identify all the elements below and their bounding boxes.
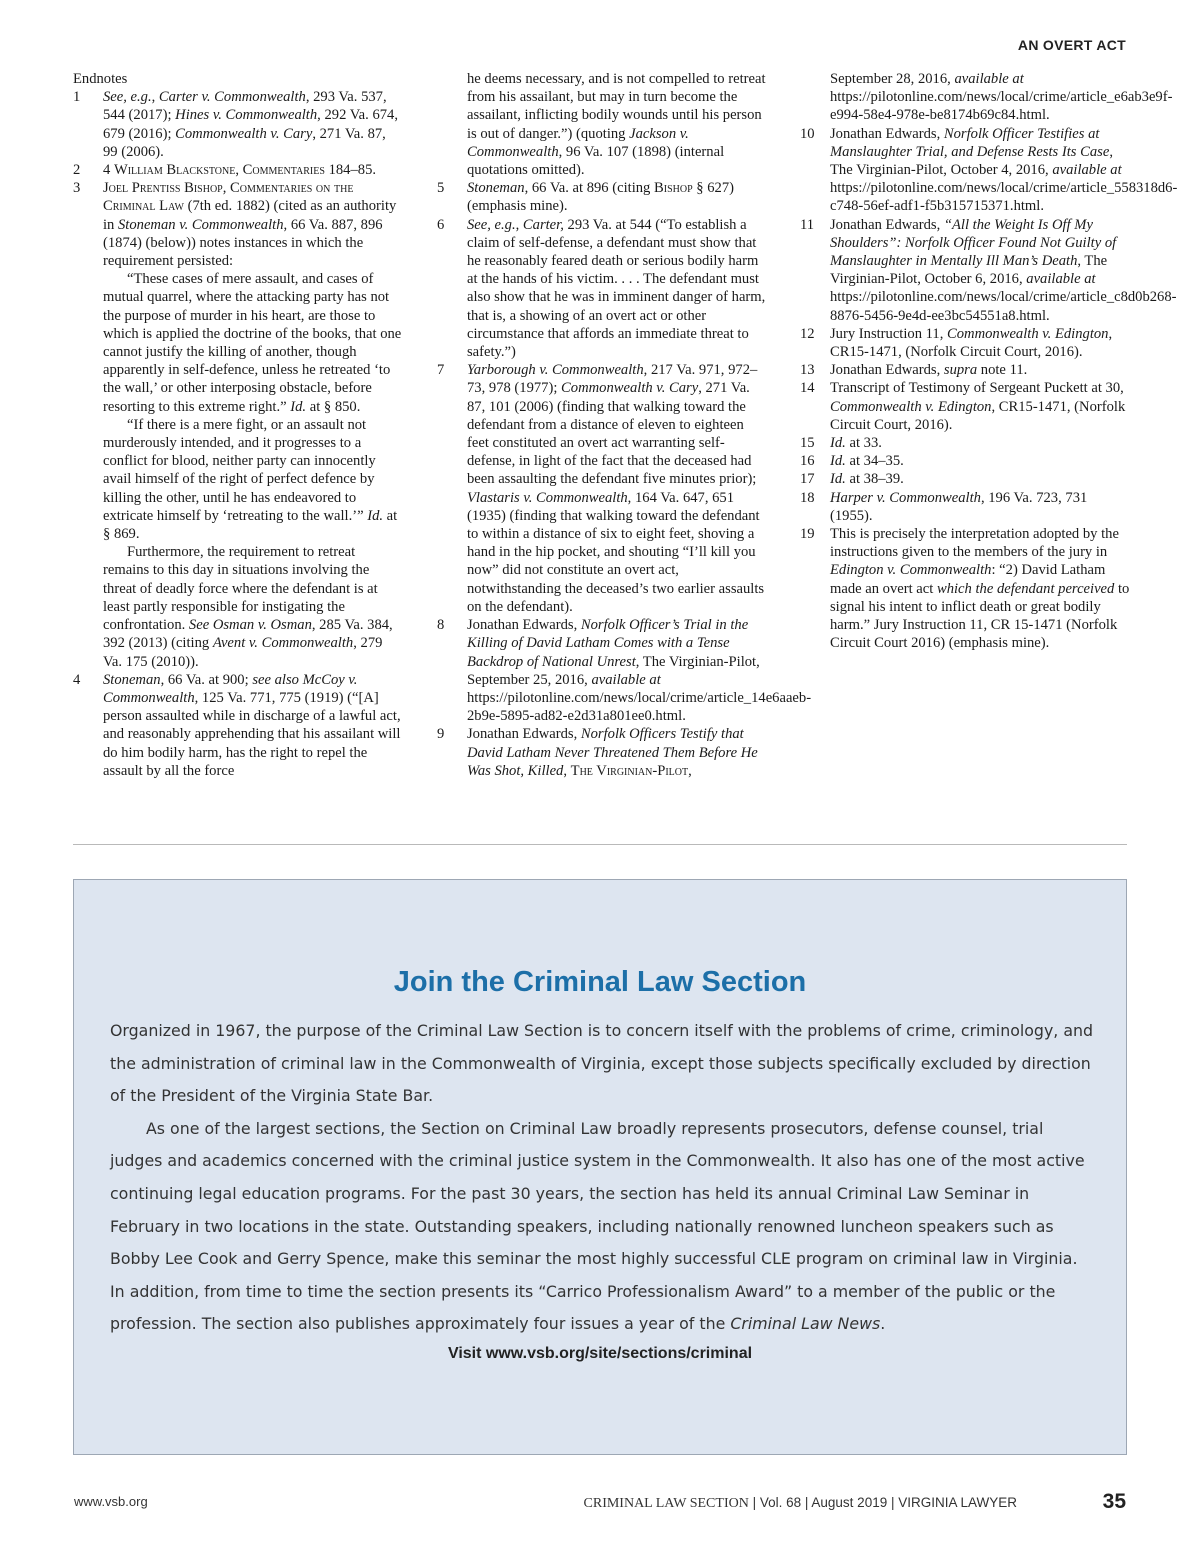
endnote-10	[800, 125, 1178, 216]
endnote-4	[73, 671, 403, 780]
endnote-number: 14	[800, 380, 815, 397]
endnote-14	[800, 379, 1130, 434]
endnote-11	[800, 216, 1177, 325]
endnote-number: 7	[437, 362, 445, 379]
endnote-17	[800, 470, 1130, 488]
endnote-number: 5	[437, 180, 445, 197]
footer-publication	[584, 1495, 1017, 1512]
ad-link[interactable]: Visit www.vsb.org/site/sections/criminal	[447, 1345, 753, 1362]
endnote-text: Jonathan Edwards, Norfolk Officer’s Trial in the Killing of David Latham Comes with a Tense Backdrop of National Unrest, The Virginian-Pilot, September 25, 2016, available at https://pilotonline.com/news/local/crime/article_14e6aaeb-2b9e-5895-ad82-e2d31a801ee0.html.	[467, 617, 812, 725]
running-head: AN OVERT ACT	[1017, 37, 1126, 53]
criminal-law-section-ad	[73, 879, 1127, 1455]
endnote-text: See, e.g., Carter, 293 Va. at 544 (“To establish a claim of self-defense, a defendant must show that he reasonably feared death or serious bodily harm at the hands of his victim. . . . The defendant must also show that he was in imminent danger of harm, that is, a showing of an overt act or other circumstance that affords an immediate threat to safety.”)	[467, 216, 766, 361]
endnotes-column-1	[73, 70, 403, 780]
endnote-number: 2	[73, 162, 81, 179]
endnote-text: This is precisely the interpretation adopted by the instructions given to the members of the jury in Edington v. Commonwealth: “2) David Latham made an overt act which the defendant perceived to signal his intent to inflict death or great bodily harm.” Jury Instruction 11, CR 15-1471 (Norfolk Circuit Court 2016) (emphasis mine).	[830, 526, 1130, 652]
endnote-number: 9	[437, 726, 445, 743]
endnote-quote-paragraph: Furthermore, the requirement to retreat remains to this day in situations involving the threat of deadly force where the defendant is at least partly responsible for instigating the confrontation. See Osman v. Osman, 285 Va. 384, 392 (2013) (citing Avent v. Commonwealth, 279 Va. 175 (2010)).	[103, 544, 393, 670]
endnote-continuation: he deems necessary, and is not compelled to retreat from his assailant, but may in turn become the assailant, inflicting bodily wounds until his person is out of danger.”) (quoting Jackson v. Commonwealth, 96 Va. 107 (1898) (internal quotations omitted).	[467, 71, 766, 179]
endnote-number: 16	[800, 453, 815, 470]
endnote-text: Yarborough v. Commonwealth, 217 Va. 971, 972–73, 978 (1977); Commonwealth v. Cary, 271 Va. 87, 101 (2006) (finding that walking toward the defendant from a distance of eleven to eighteen feet constituted an overt act warranting self-defense, in light of the fact that the deceased had been assaulting the defendant five minutes prior); Vlastaris v. Commonwealth, 164 Va. 647, 651 (1935) (finding that walking toward the defendant to within a distance of six to eight feet, shoving a hand in the hip pocket, and shouting “I’ll kill you now” did not constitute an overt act, notwithstanding the deceased’s two earlier assaults on the defendant).	[467, 362, 765, 615]
endnote-number: 17	[800, 471, 815, 488]
endnote-text: Id. at 34–35.	[830, 453, 904, 470]
endnote-2	[73, 161, 403, 179]
endnote-8	[437, 616, 812, 725]
endnote-number: 6	[437, 216, 445, 233]
endnote-text: Joel Prentiss Bishop, Commentaries on the Criminal Law (7th ed. 1882) (cited as an authority in Stoneman v. Commonwealth, 66 Va. 887, 896 (1874) (below)) notes instances in which the requirement persisted:	[103, 180, 397, 270]
ad-body	[110, 1015, 1096, 1341]
endnote-13	[800, 361, 1130, 379]
endnotes-heading: Endnotes	[73, 71, 128, 87]
ad-title: Join the Criminal Law Section	[393, 966, 807, 998]
footer-issue: | Vol. 68 | August 2019 | VIRGINIA LAWYER	[748, 1495, 1017, 1510]
endnote-3	[73, 179, 403, 270]
endnote-text: Id. at 38–39.	[830, 471, 904, 488]
endnote-text: Transcript of Testimony of Sergeant Puckett at 30, Commonwealth v. Edington, CR15-1471, (Norfolk Circuit Court, 2016).	[830, 380, 1126, 433]
endnote-number: 11	[800, 216, 815, 233]
section-divider	[73, 844, 1127, 845]
endnote-number: 10	[800, 125, 815, 142]
endnote-text: Jonathan Edwards, “All the Weight Is Off My Shoulders”: Norfolk Officer Found Not Guilty of Manslaughter in Mentally Ill Man’s Death, The Virginian-Pilot, October 6, 2016, available at https://pilotonline.com/news/local/crime/article_c8d0b268-8876-5456-9e4d-ee3bc54551a8.html.	[830, 216, 1177, 324]
endnote-number: 19	[800, 526, 815, 543]
endnotes-column-3	[800, 70, 1178, 653]
endnote-text: Jonathan Edwards, Norfolk Officer Testifies at Manslaughter Trial, and Defense Rests Its Case, The Virginian-Pilot, October 4, 2016, available at https://pilotonline.com/news/local/crime/article_558318d6-c748-56ef-adf1-f5b315715371.html.	[830, 125, 1178, 215]
ad-paragraph-2: As one of the largest sections, the Section on Criminal Law broadly represents prosecutors, defense counsel, trial judges and academics concerned with the criminal justice system in the Commonwealth. It also has one of the most active continuing legal education programs. For the past 30 years, the section has held its annual Criminal Law Seminar in February in two locations in the state. Outstanding speakers, including nationally renowned luncheon speakers such as Bobby Lee Cook and Gerry Spence, make this seminar the most highly successful CLE program on criminal law in Virginia. In addition, from time to time the section presents its “Carrico Professionalism Award” to a member of the public or the profession. The section also publishes approximately four issues a year of the Criminal Law News.	[110, 1118, 1085, 1334]
endnote-15	[800, 434, 1130, 452]
footer-section-name: CRIMINAL LAW SECTION	[583, 1496, 749, 1511]
endnote-number: 13	[800, 362, 815, 379]
endnote-number: 3	[73, 180, 81, 197]
endnote-6	[437, 216, 767, 362]
endnote-continuation: September 28, 2016, available at https://pilotonline.com/news/local/crime/article_e6ab3e9f-e994-58e4-978e-be8174b69c84.html.	[830, 71, 1173, 124]
endnote-text: Id. at 33.	[830, 435, 882, 452]
endnotes-list-1	[73, 88, 403, 780]
endnote-text: Harper v. Commonwealth, 196 Va. 723, 731 (1955).	[830, 489, 1088, 524]
endnote-quote-paragraph: “If there is a mere fight, or an assault not murderously intended, and it progresses to a conflict for blood, neither party can innocently avail himself of the right of perfect defence by killing the other, until he has endeavored to extricate himself by ‘retreating to the wall.’” Id. at § 869.	[103, 416, 398, 543]
endnote-number: 12	[800, 325, 815, 342]
endnote-5	[437, 179, 767, 215]
endnote-number: 8	[437, 617, 445, 634]
page-number: 35	[1102, 1490, 1126, 1513]
endnote-number: 1	[73, 89, 81, 106]
endnote-text: Jonathan Edwards, Norfolk Officers Testify that David Latham Never Threatened Them Before He Was Shot, Killed, The Virginian-Pilot,	[467, 726, 758, 779]
endnote-9	[437, 725, 767, 780]
ad-paragraph-1: Organized in 1967, the purpose of the Criminal Law Section is to concern itself with the problems of crime, criminology, and the administration of criminal law in the Commonwealth of Virginia, except those subjects specifically excluded by direction of the President of the Virginia State Bar.	[110, 1021, 1094, 1106]
endnote-18	[800, 489, 1130, 525]
endnote-text: See, e.g., Carter v. Commonwealth, 293 Va. 537, 544 (2017); Hines v. Commonwealth, 292 Va. 674, 679 (2016); Commonwealth v. Cary, 271 Va. 87, 99 (2006).	[103, 89, 398, 160]
endnote-text: Jury Instruction 11, Commonwealth v. Edington, CR15-1471, (Norfolk Circuit Court, 2016).	[830, 325, 1113, 361]
endnote-16	[800, 452, 1130, 470]
endnote-number: 15	[800, 435, 815, 452]
endnote-quote-paragraph: “These cases of mere assault, and cases of mutual quarrel, where the attacking party has not the purpose of murder in his heart, are those to which is applied the doctrine of the books, that one cannot justify the killing of another, though apparently in self-defence, unless he retreated ‘to the wall,’ or other interposing obstacle, before resorting to this extreme right.” Id. at § 850.	[103, 271, 402, 415]
endnote-text: Jonathan Edwards, supra note 11.	[830, 362, 1028, 379]
endnote-text: Stoneman, 66 Va. at 896 (citing Bishop § 627) (emphasis mine).	[467, 180, 734, 215]
endnote-12	[800, 325, 1130, 361]
endnote-text: Stoneman, 66 Va. at 900; see also McCoy v. Commonwealth, 125 Va. 771, 775 (1919) (“[A] person assaulted while in discharge of a lawful act, and reasonably apprehending that his assailant will do him bodily harm, has the right to repel the assault by all the force	[103, 671, 401, 779]
endnote-19	[800, 525, 1130, 652]
endnote-number: 4	[73, 671, 81, 688]
endnote-text: 4 William Blackstone, Commentaries 184–85.	[103, 162, 377, 179]
endnote-number: 18	[800, 489, 815, 506]
endnote-7	[437, 361, 767, 616]
footer-site[interactable]: www.vsb.org	[74, 1494, 148, 1509]
endnote-1	[73, 88, 403, 161]
